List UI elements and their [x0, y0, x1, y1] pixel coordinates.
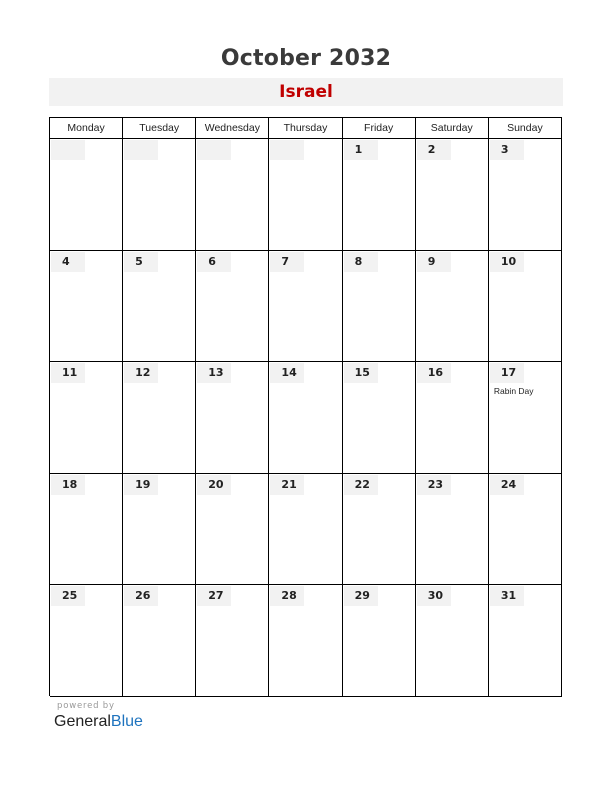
week-row-2	[50, 251, 562, 363]
day-cell	[123, 362, 196, 474]
weekday-tuesday: Tuesday	[123, 118, 196, 139]
week-row-5	[50, 585, 562, 697]
country-banner	[49, 78, 563, 106]
day-number: 19	[124, 475, 158, 495]
day-cell	[343, 474, 416, 586]
weekday-wednesday: Wednesday	[196, 118, 269, 139]
day-number: 1	[344, 140, 378, 160]
day-cell	[269, 474, 342, 586]
holiday-label: Rabin Day	[493, 386, 534, 397]
day-cell	[416, 139, 489, 251]
day-number: 17	[490, 363, 524, 383]
weekday-header-row	[50, 118, 562, 139]
day-number: 24	[490, 475, 524, 495]
day-number	[197, 140, 231, 160]
day-number: 16	[417, 363, 451, 383]
day-number: 8	[344, 252, 378, 272]
day-number: 9	[417, 252, 451, 272]
day-cell	[196, 362, 269, 474]
weekday-thursday: Thursday	[269, 118, 342, 139]
week-row-4	[50, 474, 562, 586]
weekday-friday: Friday	[343, 118, 416, 139]
day-number: 23	[417, 475, 451, 495]
day-cell	[269, 139, 342, 251]
day-cell	[343, 251, 416, 363]
weekday-monday: Monday	[50, 118, 123, 139]
day-number: 14	[270, 363, 304, 383]
country-name: Israel	[279, 82, 333, 102]
day-cell	[489, 362, 562, 474]
day-number: 12	[124, 363, 158, 383]
day-number: 26	[124, 586, 158, 606]
powered-by-text: powered by	[57, 701, 115, 711]
day-number: 28	[270, 586, 304, 606]
day-cell	[50, 139, 123, 251]
day-number: 3	[490, 140, 524, 160]
weekday-saturday: Saturday	[416, 118, 489, 139]
day-cell	[489, 474, 562, 586]
day-number: 11	[51, 363, 85, 383]
brand-general: General	[54, 713, 111, 730]
week-row-3	[50, 362, 562, 474]
day-number: 21	[270, 475, 304, 495]
day-number: 2	[417, 140, 451, 160]
day-cell	[196, 585, 269, 697]
day-cell	[489, 139, 562, 251]
day-cell	[196, 251, 269, 363]
day-cell	[269, 362, 342, 474]
day-number	[270, 140, 304, 160]
day-number: 29	[344, 586, 378, 606]
day-number: 31	[490, 586, 524, 606]
day-cell	[489, 251, 562, 363]
day-cell	[269, 585, 342, 697]
day-number: 27	[197, 586, 231, 606]
day-cell	[416, 585, 489, 697]
day-number: 6	[197, 252, 231, 272]
day-number	[51, 140, 85, 160]
day-number: 7	[270, 252, 304, 272]
weekday-sunday: Sunday	[489, 118, 562, 139]
day-cell	[489, 585, 562, 697]
day-cell	[50, 362, 123, 474]
day-cell	[416, 362, 489, 474]
day-number: 15	[344, 363, 378, 383]
day-number: 22	[344, 475, 378, 495]
week-row-1	[50, 139, 562, 251]
day-cell	[343, 362, 416, 474]
brand-blue: Blue	[110, 713, 143, 730]
day-number: 20	[197, 475, 231, 495]
day-cell	[416, 251, 489, 363]
day-cell	[123, 585, 196, 697]
day-cell	[50, 474, 123, 586]
day-cell	[416, 474, 489, 586]
day-number	[124, 140, 158, 160]
day-cell	[50, 251, 123, 363]
day-number: 5	[124, 252, 158, 272]
day-cell	[123, 139, 196, 251]
day-cell	[50, 585, 123, 697]
day-number: 4	[51, 252, 85, 272]
day-cell	[269, 251, 342, 363]
day-number: 18	[51, 475, 85, 495]
day-cell	[196, 474, 269, 586]
day-number: 13	[197, 363, 231, 383]
day-cell	[123, 251, 196, 363]
day-number: 25	[51, 586, 85, 606]
day-cell	[196, 139, 269, 251]
generalblue-logo[interactable]	[54, 713, 143, 731]
day-number: 30	[417, 586, 451, 606]
day-cell	[123, 474, 196, 586]
day-number: 10	[490, 252, 524, 272]
calendar-grid	[49, 117, 562, 696]
day-cell	[343, 585, 416, 697]
day-cell	[343, 139, 416, 251]
page-title: October 2032	[220, 46, 392, 71]
